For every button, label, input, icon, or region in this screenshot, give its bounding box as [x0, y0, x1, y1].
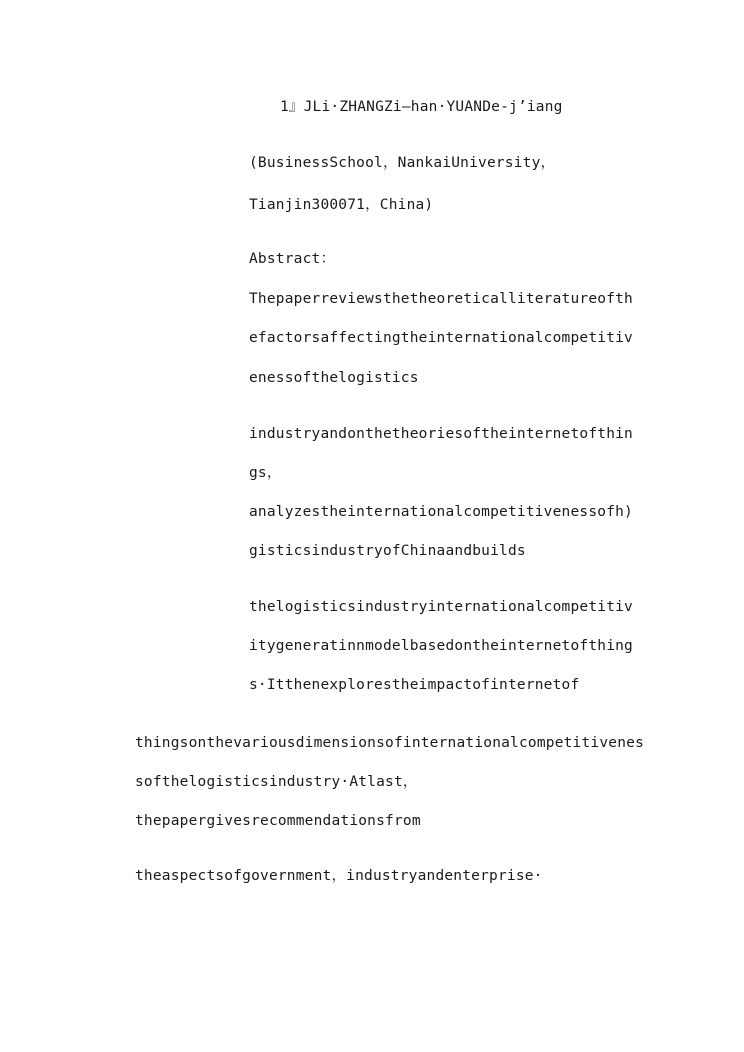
abstract-line-full: thingsonthevariousdimensionsofinternationalcompetitivenes: [135, 735, 644, 751]
abstract-line: thelogisticsindustryinternationalcompetitiv: [249, 599, 633, 615]
abstract-line-full: softhelogisticsindustry·Atlast，: [135, 774, 418, 790]
abstract-line: itygeneratinnmodelbasedontheinternetofthing: [249, 638, 633, 654]
affiliation-line-2: Tianjin300071，China): [249, 197, 434, 213]
abstract-line: gisticsindustryofChinaandbuilds: [249, 543, 526, 559]
abstract-label: Abstract：: [249, 251, 336, 267]
abstract-line-full: theaspectsofgovernment，industryandenterprise·: [135, 868, 543, 884]
abstract-line: industryandonthetheoriesoftheinternetofthin: [249, 426, 633, 442]
authors-line: 1』JLi·ZHANGZi—han·YUANDe-j’iang: [280, 99, 563, 115]
abstract-line: gs，: [249, 465, 282, 481]
abstract-line-full: thepapergivesrecommendationsfrom: [135, 813, 421, 829]
affiliation-line-1: (BusinessSchool，NankaiUniversity，: [249, 155, 556, 171]
abstract-line: Thepaperreviewsthetheoreticalliteratureofth: [249, 291, 633, 307]
abstract-line: s·Itthenexplorestheimpactofinternetof: [249, 677, 580, 693]
abstract-line: efactorsaffectingtheinternationalcompetitiv: [249, 330, 633, 346]
abstract-line: enessofthelogistics: [249, 370, 419, 386]
abstract-line: analyzestheinternationalcompetitivenessofh): [249, 504, 633, 520]
